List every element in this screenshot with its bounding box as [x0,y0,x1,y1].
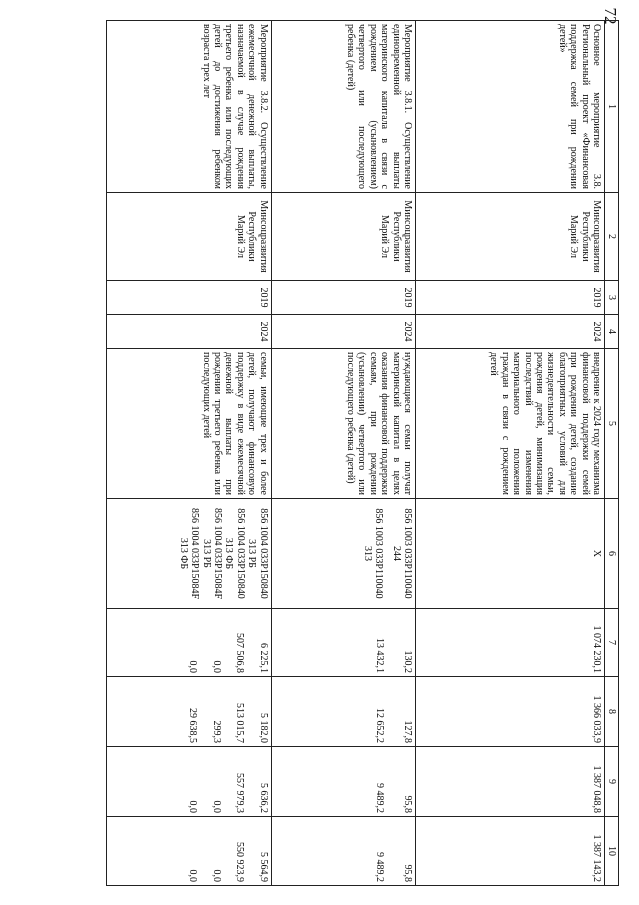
value-cell: 5 182,0 [257,713,269,743]
row-name: Основное мероприятие 3.8. Региональный проект «Финансовая поддержка семей при рождении детей» [415,21,604,193]
value-cell: 0,0 [187,869,199,882]
value-cell: 550 923,9 [234,842,246,882]
value-cell: 95,8 [401,795,413,813]
value-cell: 5 564,9 [257,852,269,882]
value-cell: 0,0 [187,800,199,813]
row-value-col8 [107,677,272,747]
table-row [271,21,415,886]
col-header-2: 2 [605,193,619,281]
budget-code: 856 1004 033P15084F 313 РБ [200,507,224,600]
row-name: Мероприятие 3.8.2. Осуществление ежемесячной денежной выплаты, назначаемой в случае рождения третьего ребенка или последующих детей до достижения ребенком возраста трех лет [107,21,272,193]
row-value-col10 [415,817,604,886]
row-value-col7 [271,609,415,677]
row-value-col8 [415,677,604,747]
row-budget-codes [271,499,415,609]
budget-code: 856 1004 033P150840 313 РБ [246,508,269,599]
row-start-year: 2019 [415,281,604,315]
col-header-9: 9 [605,747,619,817]
row-end-year: 2024 [415,315,604,349]
row-value-col7 [415,609,604,677]
row-start-year: 2019 [107,281,272,315]
row-value-col10 [107,817,272,886]
row-value-col9 [271,747,415,817]
page-number: 72 [601,7,620,25]
row-name: Мероприятие 3.8.1. Осуществление единовременной выплаты материнского капитала в связи с рождением (усыновлением) четвертого или последующего ребенка (детей) [271,21,415,193]
budget-code: 856 1004 033P15084F 313 ФБ [177,507,201,600]
value-cell: 557 979,3 [234,773,246,813]
row-executor: Минсоцразвития Республики Марий Эл [271,193,415,281]
row-result: внедрение к 2024 году механизма финансовой поддержки семей при рождении детей, создание благоприятных условий для жизнедеятельности семьи, рождения детей, минимизация последствий изменения материального положения граждан в связи с рождением детей [415,349,604,499]
value-cell: 130,2 [401,650,413,673]
value-cell: 29 638,5 [187,708,199,743]
value-cell: 12 652,2 [373,708,385,743]
value-cell: 9 489,2 [373,783,385,813]
program-table [106,20,619,886]
value-cell: 127,8 [401,720,413,743]
value-cell: 0,0 [187,660,199,673]
row-value-col10 [271,817,415,886]
value-cell: 95,8 [401,864,413,882]
value-cell: 0,0 [210,800,222,813]
row-start-year: 2019 [271,281,415,315]
row-value-col9 [415,747,604,817]
col-header-6: 6 [605,499,619,609]
budget-code: 856 1003 033P110040 313 [361,508,385,599]
value-cell: 299,3 [210,720,222,743]
row-executor: Минсоцразвития Республики Марий Эл [415,193,604,281]
header-row [605,21,619,886]
row-budget-codes [107,499,272,609]
value-cell: 507 506,8 [234,633,246,673]
budget-code: 856 1003 033P110040 244 [390,508,413,599]
value-cell: 1 074 230,1 [591,625,602,673]
budget-code: 856 1004 033P150840 313 ФБ [223,508,246,599]
value-cell: 1 387 143,2 [591,834,602,882]
table-row [107,21,272,886]
value-cell: 1 387 048,8 [591,765,602,813]
value-cell: 6 225,1 [257,643,269,673]
row-value-col7 [107,609,272,677]
col-header-1: 1 [605,21,619,193]
row-value-col9 [107,747,272,817]
value-cell: 5 636,2 [257,783,269,813]
value-cell: 13 432,1 [373,638,385,673]
value-cell: 1 366 033,9 [591,695,602,743]
row-executor: Минсоцразвития Республики Марий Эл [107,193,272,281]
col-header-5: 5 [605,349,619,499]
row-value-col8 [271,677,415,747]
col-header-8: 8 [605,677,619,747]
row-result: нуждающиеся семьи получат материнский капитал в целях оказания финансовой поддержки семьям, при рождении (усыновлении) четвертого или последующего ребенка (детей) [271,349,415,499]
col-header-4: 4 [605,315,619,349]
col-header-7: 7 [605,609,619,677]
table-row [415,21,604,886]
rotated-table-container [106,20,619,885]
value-cell: 0,0 [210,869,222,882]
budget-code: X [591,549,602,558]
value-cell: 0,0 [210,660,222,673]
row-end-year: 2024 [271,315,415,349]
value-cell: 9 489,2 [373,852,385,882]
value-cell: 513 015,7 [234,703,246,743]
row-end-year: 2024 [107,315,272,349]
row-result: семьи, имеющие трех и более детей, получают финансовую поддержку в виде ежемесячной денежной выплаты при рождении третьего ребенка или последующих детей [107,349,272,499]
col-header-3: 3 [605,281,619,315]
row-budget-codes [415,499,604,609]
col-header-10: 10 [605,817,619,886]
